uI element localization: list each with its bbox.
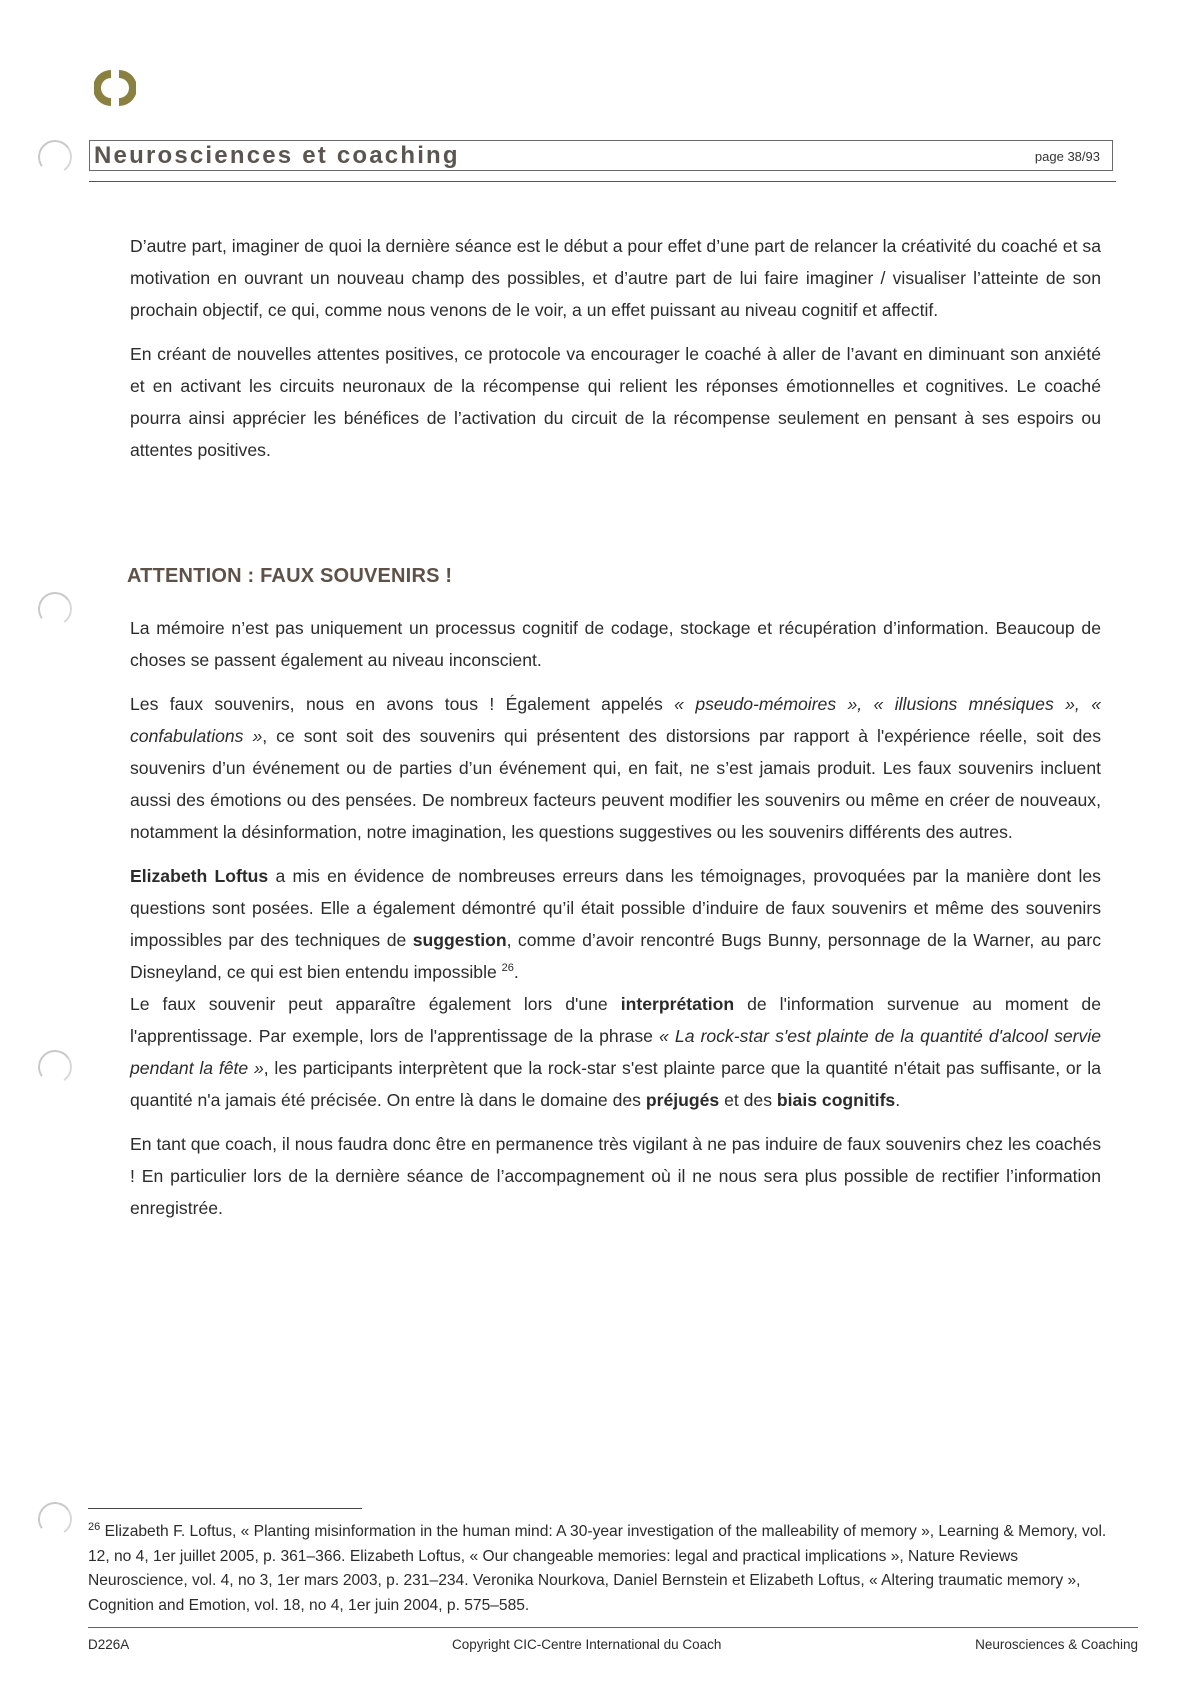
italic-run: « pseudo-mémoires », « illusions mnésiques », « confabulations » <box>130 694 1101 746</box>
footer-divider <box>88 1627 1138 1628</box>
bold-run: préjugés <box>645 1090 720 1110</box>
punch-hole-mark <box>35 589 74 628</box>
text-run: de l'information survenue au moment de l'apprentissage. Par exemple, lors de l'apprentissage de la phrase <box>130 994 1101 1046</box>
text-run: Les faux souvenirs, nous en avons tous ! Également appelés <box>130 694 675 714</box>
bold-run: Elizabeth Loftus <box>130 866 269 886</box>
paragraph: En créant de nouvelles attentes positives, ce protocole va encourager le coaché à aller de l’avant en diminuant son anxiété et en activant les circuits neuronaux de la récompense qui relient les réponses émotionnelles et cognitives. Le coaché pourra ainsi apprécier les bénéfices de l’activation du circuit de la récompense seulement en pensant à ses espoirs ou attentes positives. <box>130 344 1101 460</box>
text-run: , les participants interprètent que la rock-star s'est plainte parce que la quantité n'était pas suffisante, or la quantité n'a jamais été précisée. On entre là dans le domaine des <box>130 1058 1101 1110</box>
page-number: page 38/93 <box>1034 149 1100 164</box>
brand-logo-icon <box>94 66 136 110</box>
footer-copyright: Copyright CIC-Centre International du Coach <box>452 1637 722 1652</box>
text-run: , comme d’avoir rencontré Bugs Bunny, personnage de la Warner, au parc Disneyland, ce qui est bien entendu impossible <box>130 930 1101 982</box>
footer-title: Neurosciences & Coaching <box>975 1637 1138 1652</box>
paragraph <box>130 860 1101 988</box>
footer-document-code: D226A <box>88 1637 130 1652</box>
header-divider <box>89 181 1116 182</box>
punch-hole-mark <box>35 1047 74 1086</box>
bold-run: biais cognitifs <box>776 1090 896 1110</box>
page-header <box>89 140 1113 171</box>
paragraph: En tant que coach, il nous faudra donc être en permanence très vigilant à ne pas induire de faux souvenirs chez les coachés ! En particulier lors de la dernière séance de l’accompagnement où il ne nous sera plus possible de rectifier l’information enregistrée. <box>130 1134 1101 1218</box>
paragraph: D’autre part, imaginer de quoi la dernière séance est le début a pour effet d’une part de relancer la créativité du coaché et sa motivation en ouvrant un nouveau champ des possibles, et d’autre part de lui faire imaginer / visualiser l’atteinte de son prochain objectif, ce qui, comme nous venons de le voir, a un effet puissant au niveau cognitif et affectif. <box>130 236 1101 320</box>
section-body <box>130 612 1101 1236</box>
bold-run: interprétation <box>620 994 735 1014</box>
intro-section <box>130 230 1101 478</box>
paragraph: La mémoire n’est pas uniquement un processus cognitif de codage, stockage et récupération d’information. Beaucoup de choses se passent également au niveau inconscient. <box>130 618 1101 670</box>
text-run: . <box>895 1090 901 1110</box>
footnote <box>88 1520 1118 1618</box>
punch-hole-mark <box>35 137 74 176</box>
text-run: , ce sont soit des souvenirs qui présentent des distorsions par rapport à l'expérience réelle, soit des souvenirs d’un événement ou de parties d’un événement qui, en fait, ne s’est jamais produit. Les faux souvenirs incluent aussi des émotions ou des pensées. De nombreux facteurs peuvent modifier les souvenirs ou même en créer de nouveaux, notamment la désinformation, notre imagination, les questions suggestives ou les souvenirs différents des autres. <box>130 726 1101 842</box>
footnote-divider <box>88 1508 362 1509</box>
document-title: Neurosciences et coaching <box>94 142 460 169</box>
paragraph <box>130 688 1101 848</box>
footnote-text: Elizabeth F. Loftus, « Planting misinformation in the human mind: A 30-year investigation of the malleability of memory », Learning & Memory, vol. 12, no 4, 1er juillet 2005, p. 361–366. Elizabeth Loftus, « Our changeable memories: legal and practical implications », Nature Reviews Neuroscience, vol. 4, no 3, 1er mars 2003, p. 231–234. Veronika Nourkova, Daniel Bernstein et Elizabeth Loftus, « Altering traumatic memory », Cognition and Emotion, vol. 18, no 4, 1er juin 2004, p. 575–585. <box>88 1523 1107 1614</box>
italic-run: « La rock-star s'est plainte de la quantité d'alcool servie pendant la fête » <box>130 1026 1101 1078</box>
paragraph <box>130 988 1101 1116</box>
text-run: Le faux souvenir peut apparaître également lors d'une <box>130 994 621 1014</box>
footnote-number: 26 <box>88 1520 101 1533</box>
text-run: . <box>513 962 519 982</box>
section-heading: ATTENTION : FAUX SOUVENIRS ! <box>127 565 453 587</box>
punch-hole-mark <box>35 1499 74 1538</box>
bold-run: suggestion <box>412 930 507 950</box>
text-run: et des <box>719 1090 777 1110</box>
text-run: a mis en évidence de nombreuses erreurs dans les témoignages, provoquées par la manière dont les questions sont posées. Elle a également démontré qu’il était possible d’induire de faux souvenirs et même des souvenirs impossibles par des techniques de <box>130 866 1101 950</box>
footnote-reference[interactable]: 26 <box>501 962 514 975</box>
